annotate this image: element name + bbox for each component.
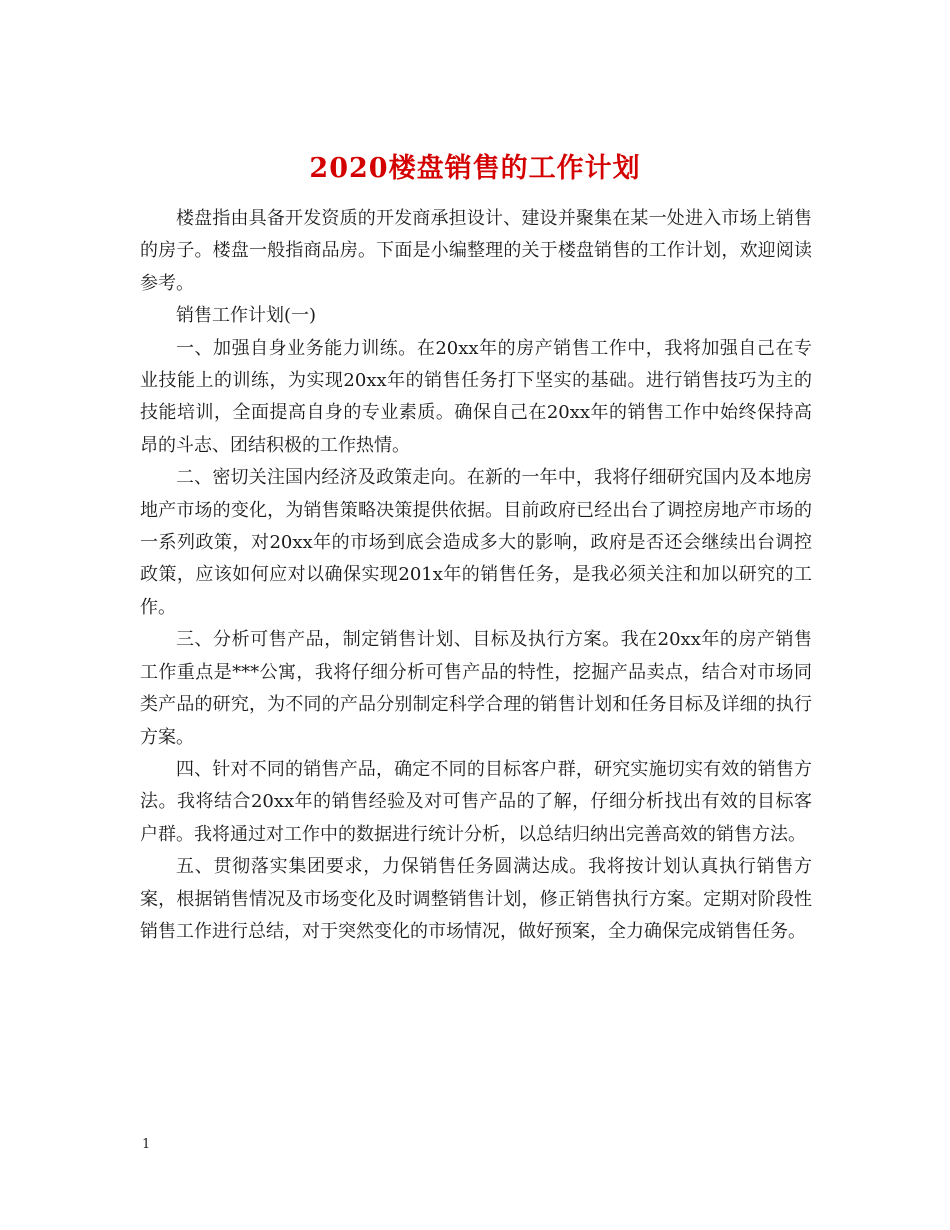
paragraph-item-4: 四、针对不同的销售产品，确定不同的目标客户群，研究实施切实有效的销售方法。我将结合20xx年的销售经验及对可售产品的了解，仔细分析找出有效的目标客户群。我将通过对工作中的数据进行统计分析，以总结归纳出完善高效的销售方法。 bbox=[140, 758, 812, 845]
document-body bbox=[140, 203, 812, 948]
page-number: 1 bbox=[142, 1137, 151, 1152]
intro-paragraph: 楼盘指由具备开发资质的开发商承担设计、建设并聚集在某一处进入市场上销售的房子。楼盘一般指商品房。下面是小编整理的关于楼盘销售的工作计划，欢迎阅读参考。 bbox=[140, 208, 812, 294]
paragraph-item-1: 一、加强自身业务能力训练。在20xx年的房产销售工作中，我将加强自己在专业技能上的训练，为实现20xx年的销售任务打下坚实的基础。进行销售技巧为主的技能培训，全面提高自身的专业素质。确保自己在20xx年的销售工作中始终保持高昂的斗志、团结积极的工作热情。 bbox=[140, 337, 812, 456]
section-heading: 销售工作计划(一) bbox=[176, 305, 317, 327]
paragraph-item-2: 二、密切关注国内经济及政策走向。在新的一年中，我将仔细研究国内及本地房地产市场的变化，为销售策略决策提供依据。目前政府已经出台了调控房地产市场的一系列政策，对20xx年的市场到底会造成多大的影响，政府是否还会继续出台调控政策，应该如何应对以确保实现201x年的销售任务，是我必须关注和加以研究的工作。 bbox=[140, 467, 812, 618]
paragraph-item-3: 三、分析可售产品，制定销售计划、目标及执行方案。我在20xx年的房产销售工作重点是***公寓，我将仔细分析可售产品的特性，挖掘产品卖点，结合对市场同类产品的研究，为不同的产品分别制定科学合理的销售计划和任务目标及详细的执行方案。 bbox=[140, 629, 812, 748]
page-title: 2020楼盘销售的工作计划 bbox=[309, 153, 641, 185]
paragraph-item-5: 五、贯彻落实集团要求，力保销售任务圆满达成。我将按计划认真执行销售方案，根据销售情况及市场变化及时调整销售计划，修正销售执行方案。定期对阶段性销售工作进行总结，对于突然变化的市场情况，做好预案，全力确保完成销售任务。 bbox=[140, 856, 812, 942]
